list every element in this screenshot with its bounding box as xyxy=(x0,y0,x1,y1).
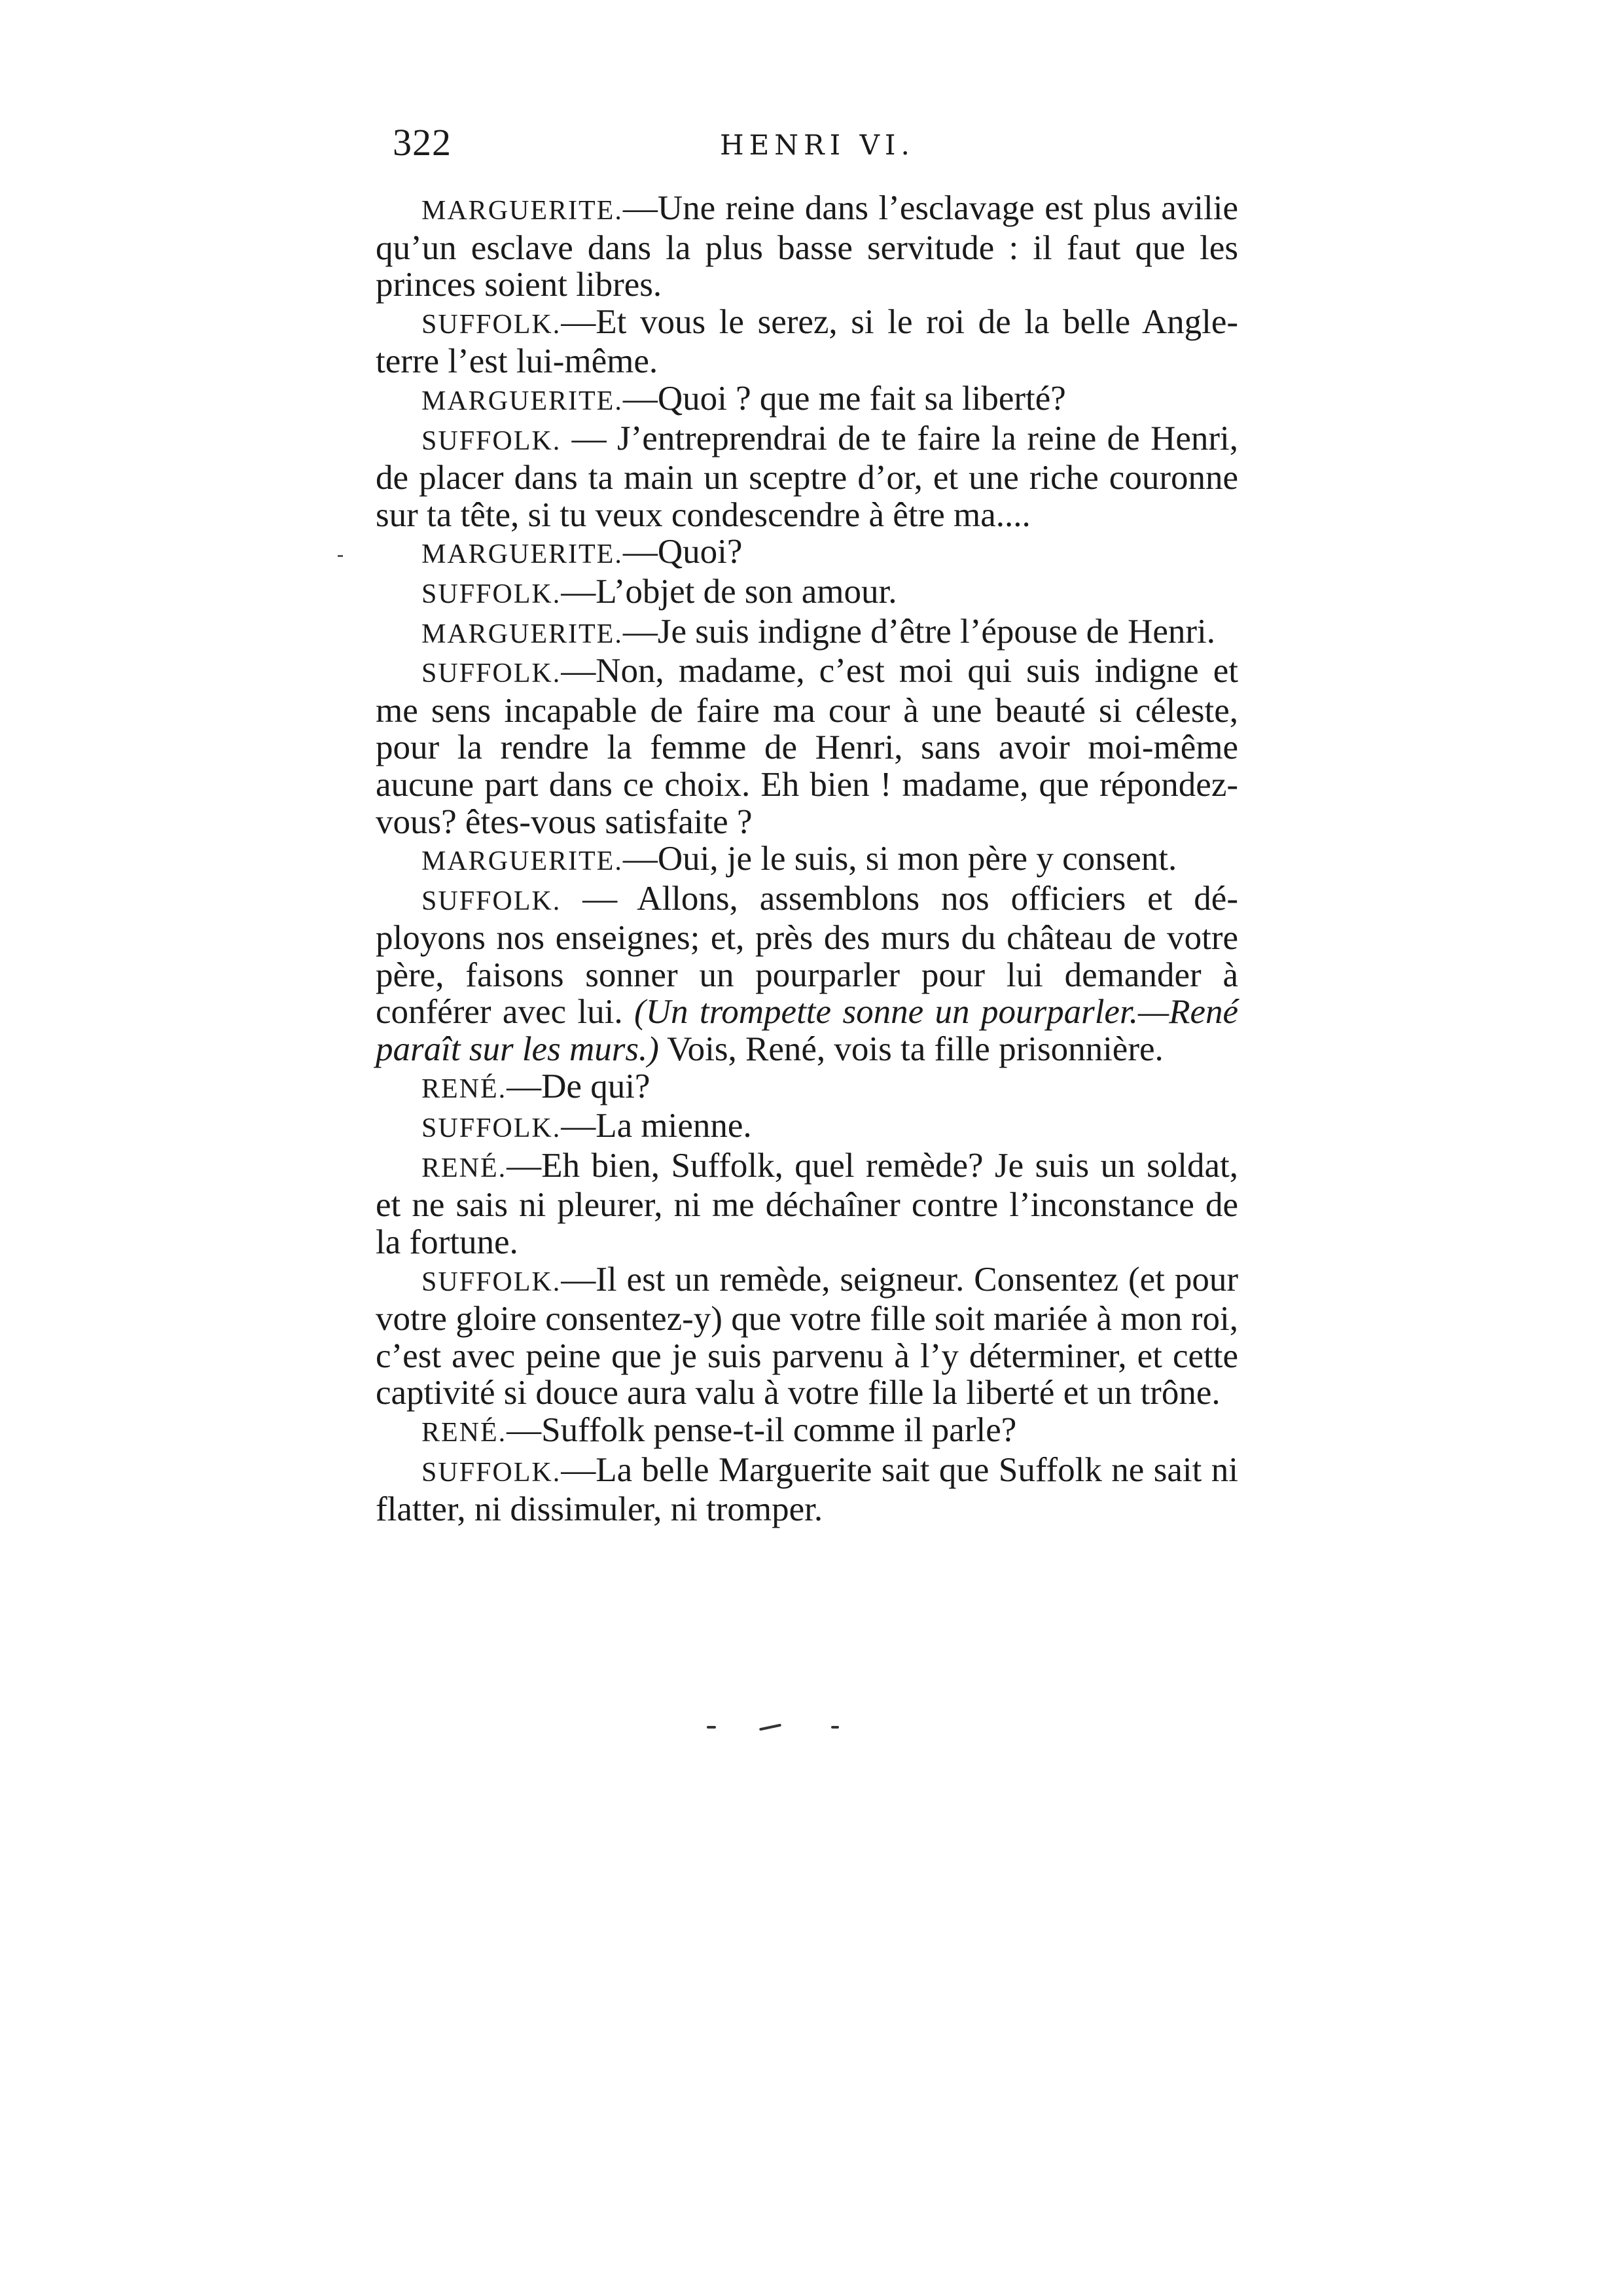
speaker-name: SUFFOLK. xyxy=(421,579,562,609)
dialogue-line xyxy=(376,653,1238,840)
dialogue-line xyxy=(376,1261,1238,1412)
page-number: 322 xyxy=(393,121,452,164)
line-text: — J’entreprendrai de te faire la reine de Henri, de placer dans ta main un sceptre d’or, et une riche couronne sur ta tête, si tu veux condescendre à être ma.... xyxy=(376,419,1238,534)
line-text: —Non, madame, c’est moi qui suis indigne et me sens incapable de faire ma cour à une beauté si céleste, pour la rendre la femme de Henri, sans avoir moi-même aucune part dans ce choix. Eh bien ! madame, que répondez-vous? êtes-vous satisfaite ? xyxy=(376,652,1238,841)
line-text: —Quoi? xyxy=(622,533,743,571)
line-text: — Allons, assemblons nos officiers et déployons nos enseignes; et, près des murs du château de votre père, faisons sonner un pourparler pour lui demander à conférer avec lui. xyxy=(376,879,1238,1031)
end-ornament xyxy=(707,1718,851,1738)
speaker-name: SUFFOLK. xyxy=(421,886,562,916)
dialogue-line xyxy=(376,304,1238,380)
line-text: —Suffolk pense-t-il comme il parle? xyxy=(507,1411,1017,1449)
speaker-name: SUFFOLK. xyxy=(421,425,562,456)
running-head xyxy=(393,117,1237,169)
margin-mark xyxy=(338,555,343,557)
line-text: —La belle Marguerite sait que Suffolk ne sait ni flatter, ni dissimuler, ni tromper. xyxy=(376,1450,1238,1529)
line-text-continued: Vois, René, vois ta fille prisonnière. xyxy=(658,1030,1164,1069)
speaker-name: MARGUERITE. xyxy=(421,539,623,570)
dialogue-line xyxy=(376,420,1238,534)
dialogue-line xyxy=(376,380,1238,420)
dialogue-line xyxy=(376,880,1238,1068)
dialogue-line xyxy=(376,533,1238,573)
speaker-name: SUFFOLK. xyxy=(421,658,562,689)
dialogue-text xyxy=(376,190,1238,1528)
line-text: —De qui? xyxy=(507,1067,651,1105)
line-text: —Oui, je le suis, si mon père y consent. xyxy=(622,840,1177,878)
speaker-name: MARGUERITE. xyxy=(421,619,623,649)
line-text: —Je suis indigne d’être l’épouse de Henri. xyxy=(622,612,1215,651)
dialogue-line xyxy=(376,190,1238,304)
line-text: —Il est un remède, seigneur. Consentez (et pour votre gloire consentez-y) que votre fille soit mariée à mon roi, c’est avec peine que je suis parvenu à l’y déterminer, et cette captivité si douce aura valu à votre fille la liberté et un trône. xyxy=(376,1260,1238,1412)
dialogue-line xyxy=(376,1147,1238,1261)
line-text: —La mienne. xyxy=(561,1107,752,1145)
speaker-name: SUFFOLK. xyxy=(421,1457,562,1488)
speaker-name: MARGUERITE. xyxy=(421,846,623,877)
speaker-name: MARGUERITE. xyxy=(421,386,623,416)
dialogue-line xyxy=(376,840,1238,880)
speaker-name: RENÉ. xyxy=(421,1418,507,1448)
dialogue-line xyxy=(376,573,1238,613)
speaker-name: SUFFOLK. xyxy=(421,1113,562,1144)
stage-direction: (Un trompette sonne un pourparler.—René paraît sur les murs.) xyxy=(376,993,1238,1069)
dialogue-line xyxy=(376,1452,1238,1528)
line-text: —Eh bien, Suffolk, quel remède? Je suis un soldat, et ne sais ni pleurer, ni me déchaîner contre l’inconstance de la fortune. xyxy=(376,1146,1238,1262)
line-text: —L’objet de son amour. xyxy=(561,572,897,611)
dialogue-line xyxy=(376,1107,1238,1147)
running-title: HENRI VI. xyxy=(720,129,915,161)
dialogue-line xyxy=(376,1412,1238,1452)
dialogue-line xyxy=(376,613,1238,653)
line-text: —Une reine dans l’esclavage est plus avilie qu’un esclave dans la plus basse servitude : il faut que les princes soient libres. xyxy=(376,189,1238,304)
speaker-name: SUFFOLK. xyxy=(421,309,562,340)
speaker-name: RENÉ. xyxy=(421,1073,507,1104)
speaker-name: MARGUERITE. xyxy=(421,196,623,226)
speaker-name: SUFFOLK. xyxy=(421,1266,562,1297)
line-text: —Quoi ? que me fait sa liberté? xyxy=(622,379,1066,418)
line-text: —Et vous le serez, si le roi de la belle Angleterre l’est lui-même. xyxy=(376,302,1238,381)
dialogue-line xyxy=(376,1068,1238,1108)
speaker-name: RENÉ. xyxy=(421,1153,507,1183)
